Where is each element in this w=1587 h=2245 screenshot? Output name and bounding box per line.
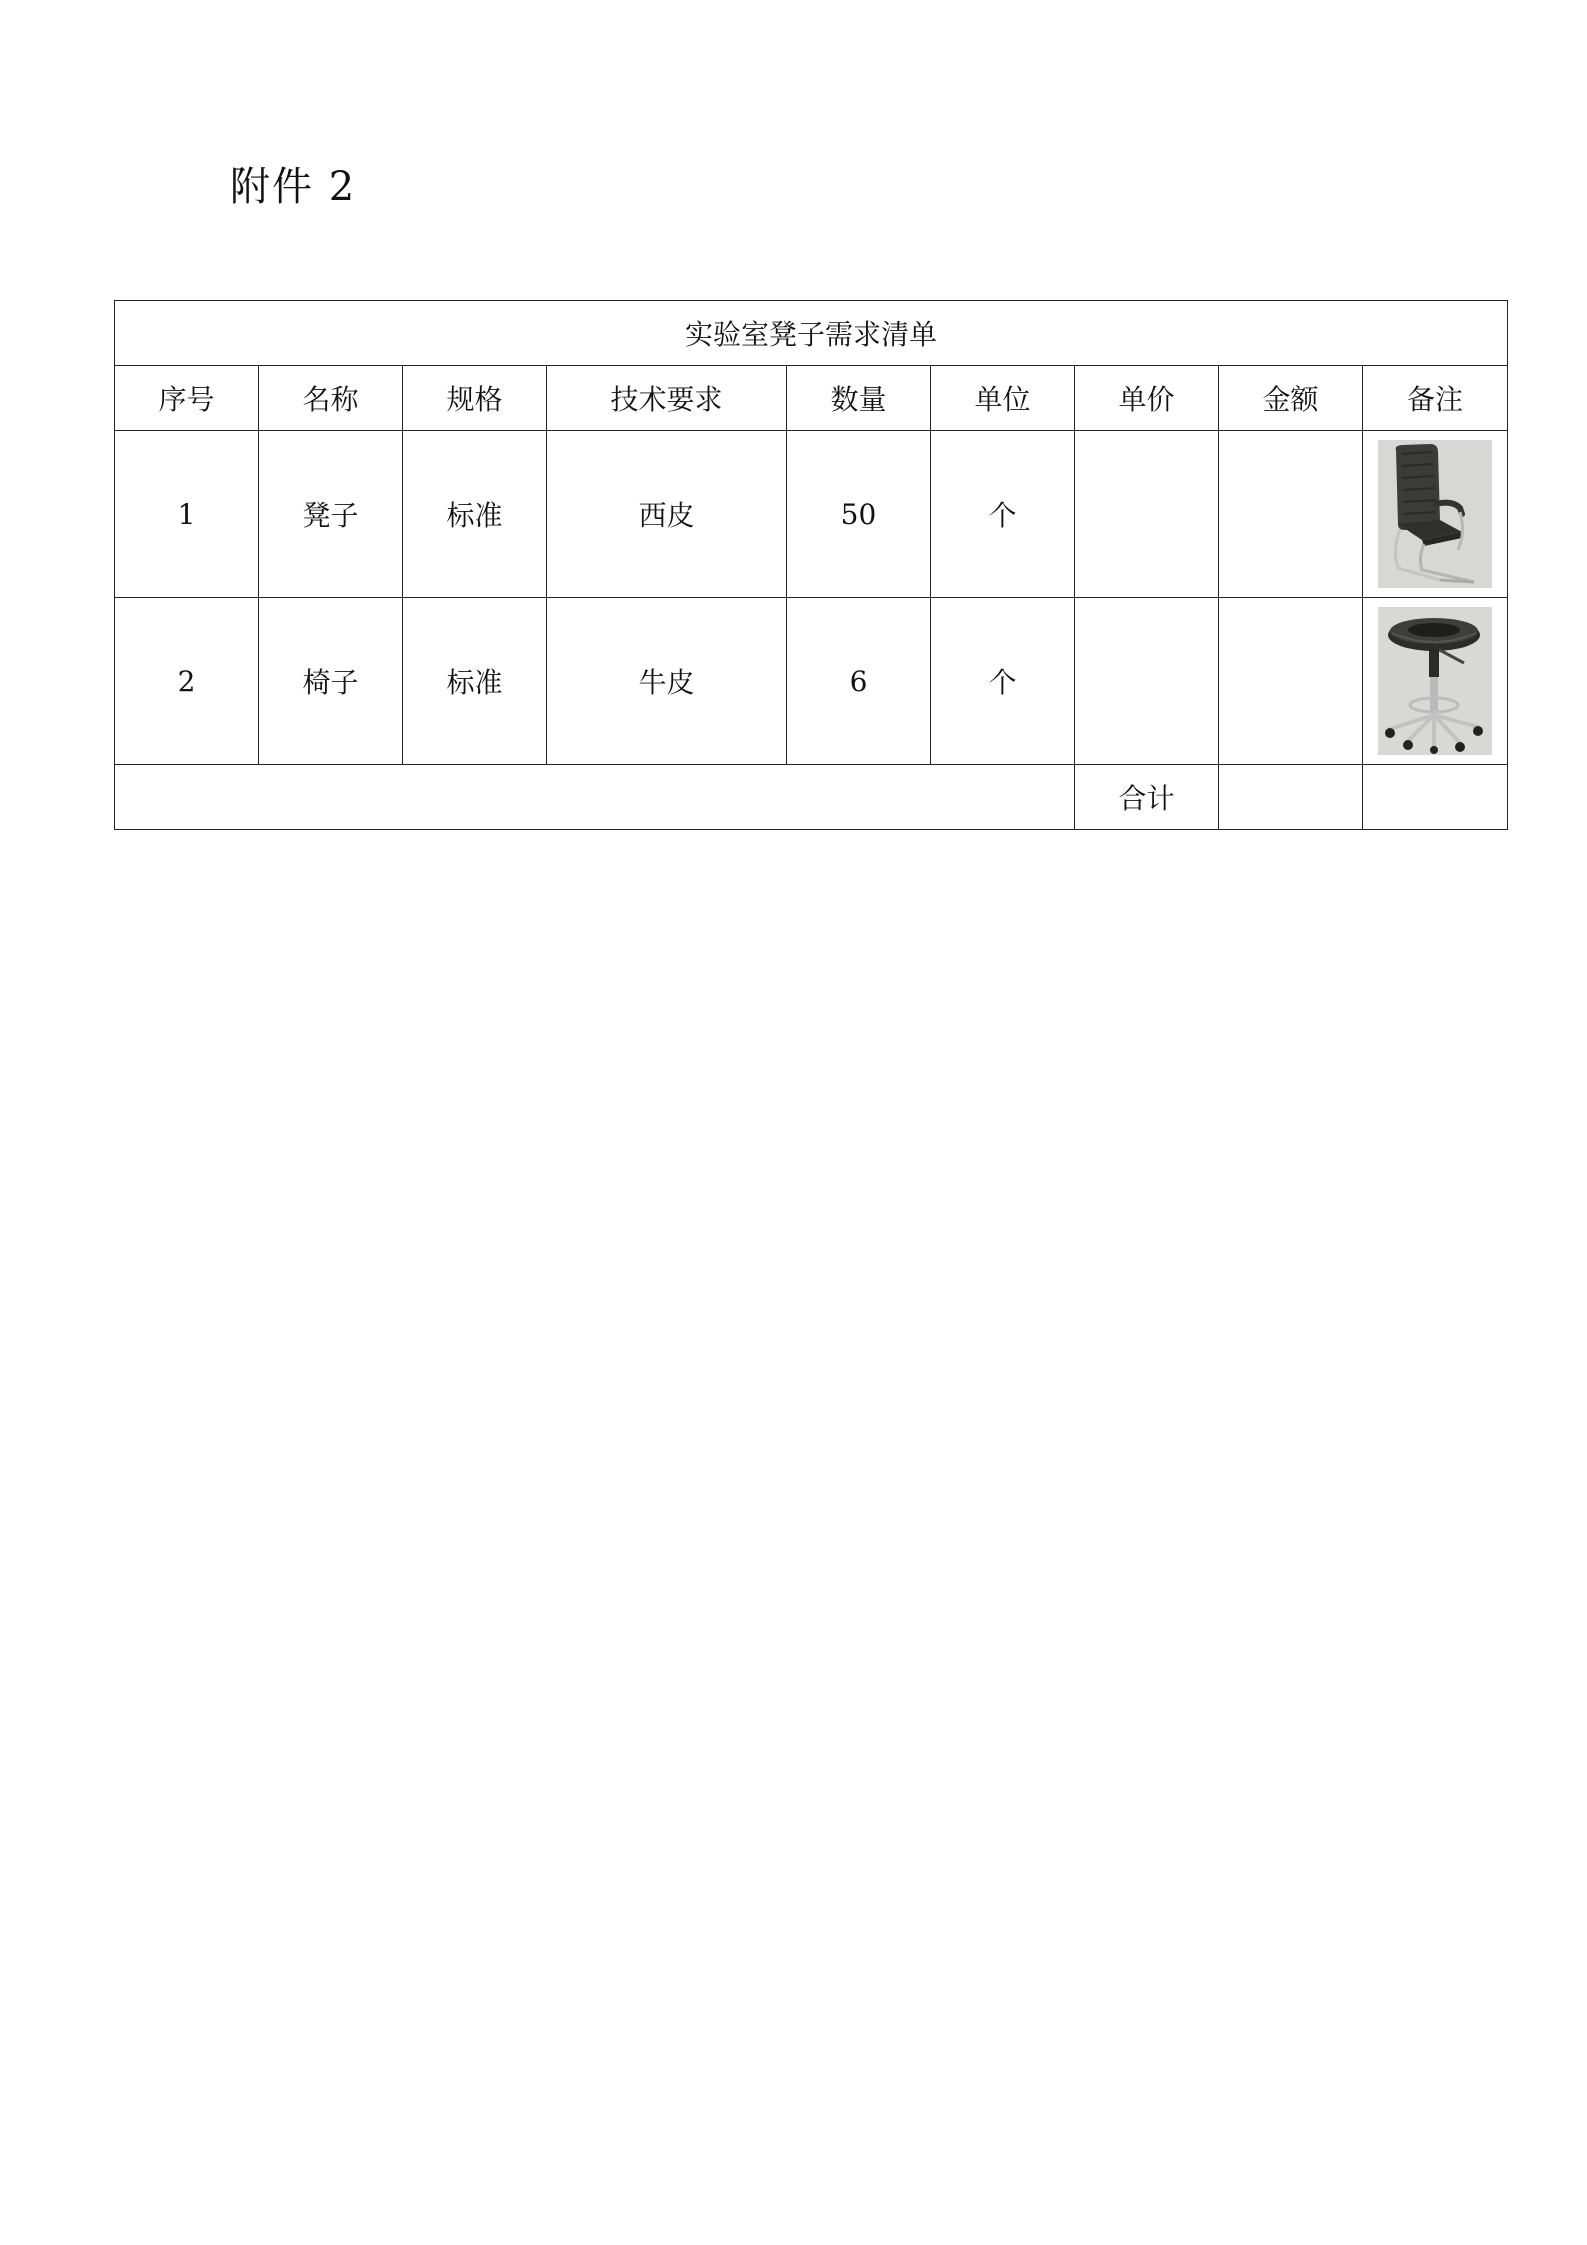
table-title-row [115,301,1508,366]
header-qty: 数量 [787,366,931,431]
header-unit: 单位 [931,366,1075,431]
header-price: 单价 [1075,366,1219,431]
office-chair-photo [1378,440,1492,588]
table-header-row [115,366,1508,431]
total-amount [1219,765,1363,830]
table-total-row [115,765,1508,830]
table-row [115,431,1508,598]
cell-name: 椅子 [259,598,403,765]
header-name: 名称 [259,366,403,431]
cell-remark [1363,598,1508,765]
attachment-label: 附件 2 [230,164,357,210]
cell-remark [1363,431,1508,598]
round-stool-photo [1378,607,1492,755]
cell-price [1075,431,1219,598]
cell-amount [1219,598,1363,765]
cell-spec: 标准 [403,431,547,598]
table-title: 实验室凳子需求清单 [115,301,1508,366]
cell-amount [1219,431,1363,598]
header-spec: 规格 [403,366,547,431]
cell-unit: 个 [931,431,1075,598]
cell-tech: 西皮 [547,431,787,598]
cell-qty: 6 [787,598,931,765]
header-no: 序号 [115,366,259,431]
cell-price [1075,598,1219,765]
header-remark: 备注 [1363,366,1508,431]
total-blank-cell [115,765,1075,830]
cell-unit: 个 [931,598,1075,765]
cell-tech: 牛皮 [547,598,787,765]
cell-name: 凳子 [259,431,403,598]
cell-no: 2 [115,598,259,765]
total-remark [1363,765,1508,830]
cell-no: 1 [115,431,259,598]
total-label: 合计 [1075,765,1219,830]
header-amount: 金额 [1219,366,1363,431]
requirements-table [114,300,1508,830]
cell-qty: 50 [787,431,931,598]
header-tech: 技术要求 [547,366,787,431]
cell-spec: 标准 [403,598,547,765]
table-row [115,598,1508,765]
